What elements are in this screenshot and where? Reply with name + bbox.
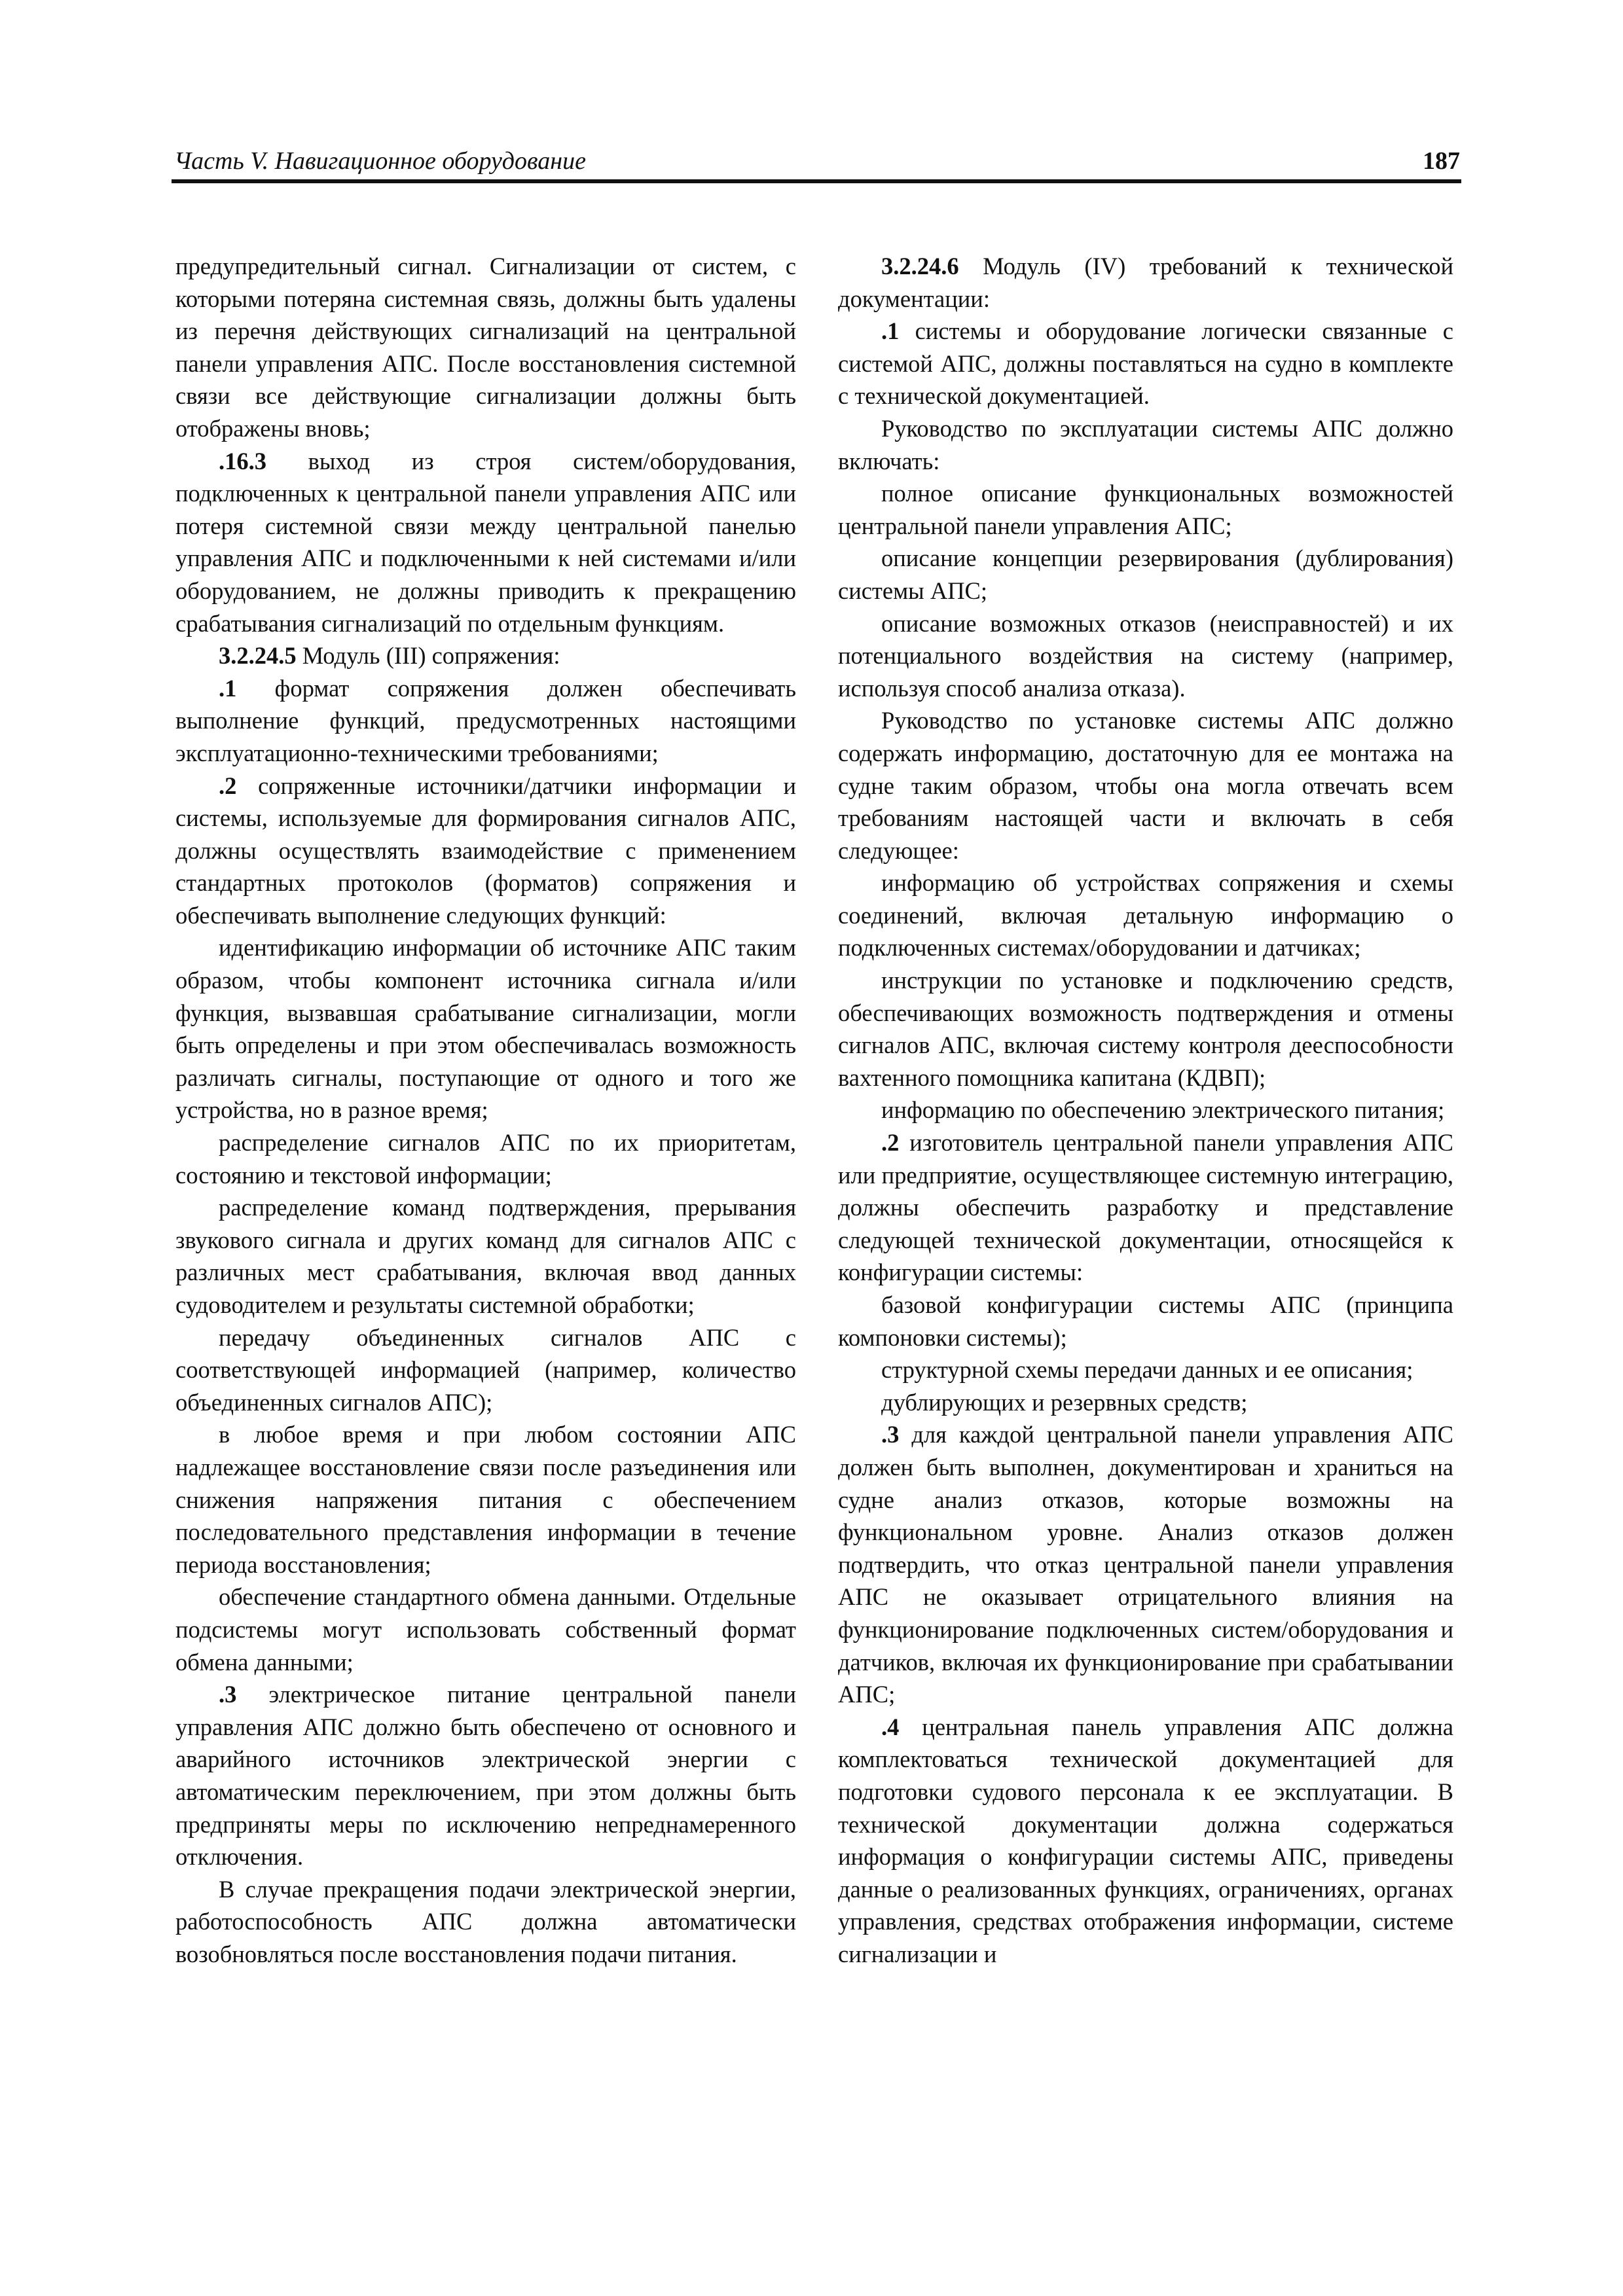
paragraph (175, 1191, 796, 1321)
paragraph-text: электрическое питание центральной панели управления АПС должно быть обеспечено от основного и аварийного источников электрической энергии с автоматическим переключением, при этом должны быть предприняты меры по исключению непреднамеренного отключения. (175, 1681, 796, 1871)
paragraph-text: изготовитель центральной панели управления АПС или предприятие, осуществляющее системную интеграцию, должны обеспечить разработку и представление следующей технической документации, относящейся к конфигурации системы: (838, 1129, 1453, 1286)
page-header (172, 143, 1461, 183)
clause-number: .3 (219, 1681, 237, 1708)
paragraph (838, 1354, 1453, 1386)
paragraph-text: информацию по обеспечению электрического питания; (881, 1096, 1445, 1124)
paragraph (175, 445, 796, 640)
paragraph (838, 1289, 1453, 1354)
paragraph (175, 770, 796, 932)
paragraph-text: центральная панель управления АПС должна комплектоваться технической документацией для подготовки судового персонала к ее эксплуатации. В технической документации должна содержаться информация о конфигурации системы АПС, приведены данные о реализованных функциях, ограничениях, органах управления, средствах отображения информации, системе сигнализации и (838, 1713, 1453, 1967)
paragraph-text: передачу объединенных сигналов АПС с соответствующей информацией (например, количество объединенных сигналов АПС); (175, 1323, 796, 1416)
paragraph (838, 867, 1453, 964)
paragraph-text: распределение команд подтверждения, прерывания звукового сигнала и других команд для сигналов АПС с различных мест срабатывания, включая ввод данных судоводителем и результаты системной обработки; (175, 1194, 796, 1318)
clause-number: .2 (219, 772, 237, 799)
clause-number: 3.2.24.5 (219, 642, 297, 670)
paragraph-text: Модуль (IV) требований к технической документации: (838, 253, 1453, 312)
paragraph-text: В случае прекращения подачи электрической энергии, работоспособность АПС должна автоматически возобновляться после восстановления подачи питания. (175, 1875, 796, 1967)
clause-number: .16.3 (219, 447, 266, 475)
paragraph (838, 964, 1453, 1094)
left-text-column (175, 250, 796, 1970)
paragraph (175, 1581, 796, 1678)
paragraph (175, 931, 796, 1126)
paragraph-text: в любое время и при любом состоянии АПС надлежащее восстановление связи после разъединения или снижения напряжения питания с обеспечением последовательного представления информации в течение периода восстановления; (175, 1421, 796, 1578)
paragraph-text: распределение сигналов АПС по их приоритетам, состоянию и текстовой информации; (175, 1129, 796, 1189)
paragraph (838, 315, 1453, 412)
paragraph-text: описание возможных отказов (неисправностей) и их потенциального воздействия на систему (например, используя способ анализа отказа). (838, 609, 1453, 702)
paragraph-text: инструкции по установке и подключению средств, обеспечивающих возможность подтверждения и отмены сигналов АПС, включая систему контроля дееспособности вахтенного помощника капитана (КДВП); (838, 967, 1453, 1091)
clause-number: .4 (881, 1713, 900, 1740)
page-number: 187 (1423, 147, 1460, 175)
paragraph-text: системы и оборудование логически связанные с системой АПС, должны поставляться на судно в комплекте с технической документацией. (838, 317, 1453, 410)
clause-number: 3.2.24.6 (881, 253, 959, 279)
paragraph (175, 672, 796, 770)
paragraph-text: выход из строя систем/оборудования, подключенных к центральной панели управления АПС или потеря системной связи между центральной панелью управления АПС и подключенными к ней системами и/или оборудованием, не должны приводить к прекращению срабатывания сигнализаций по отдельным функциям. (175, 447, 796, 637)
paragraph (175, 639, 796, 672)
paragraph-text: обеспечение стандартного обмена данными. Отдельные подсистемы могут использовать собственный формат обмена данными; (175, 1583, 796, 1676)
paragraph (175, 1418, 796, 1581)
paragraph-text: информацию об устройствах сопряжения и схемы соединений, включая детальную информацию о подключенных системах/оборудовании и датчиках; (838, 869, 1453, 961)
paragraph-text: для каждой центральной панели управления АПС должен быть выполнен, документирован и храниться на судне анализ отказов, которые возможны на функциональном уровне. Анализ отказов должен подтвердить, что отказ центральной панели управления АПС не оказывает отрицательного влияния на функционирование подключенных систем/оборудования и датчиков, включая их функционирование при срабатывании АПС; (838, 1421, 1453, 1708)
paragraph (175, 1678, 796, 1873)
paragraph (838, 704, 1453, 867)
paragraph (175, 1873, 796, 1971)
paragraph (838, 1418, 1453, 1710)
right-text-column (838, 250, 1453, 1970)
paragraph (838, 1386, 1453, 1419)
paragraph (175, 1321, 796, 1419)
paragraph (175, 250, 796, 445)
paragraph-text: предупредительный сигнал. Сигнализации от систем, с которыми потеряна системная связь, должны быть удалены из перечня действующих сигнализаций на центральной панели управления АПС. После восстановления системной связи все действующие сигнализации должны быть отображены вновь; (175, 253, 796, 442)
clause-number: .1 (881, 317, 900, 345)
clause-number: .2 (881, 1129, 900, 1157)
running-header-title: Часть V. Навигационное оборудование (174, 147, 586, 175)
paragraph-text: полное описание функциональных возможностей центральной панели управления АПС; (838, 480, 1453, 539)
paragraph-text: дублирующих и резервных средств; (881, 1388, 1248, 1416)
paragraph-text: Руководство по эксплуатации системы АПС должно включать: (838, 414, 1453, 475)
paragraph (175, 1126, 796, 1191)
paragraph (838, 1711, 1453, 1971)
clause-number: .3 (881, 1421, 900, 1448)
paragraph (838, 477, 1453, 542)
paragraph (838, 412, 1453, 477)
paragraph-text: идентификацию информации об источнике АПС таким образом, чтобы компонент источника сигнала и/или функция, вызвавшая срабатывание сигнализации, могли быть определены и при этом обеспечивалась возможность различать сигналы, поступающие от одного и того же устройства, но в разное время; (175, 934, 796, 1124)
paragraph-text: Модуль (III) сопряжения: (296, 642, 560, 670)
paragraph-text: формат сопряжения должен обеспечивать выполнение функций, предусмотренных настоящими эксплуатационно-техническими требованиями; (175, 674, 796, 766)
paragraph (838, 1094, 1453, 1126)
paragraph (838, 250, 1453, 315)
paragraph-text: Руководство по установке системы АПС должно содержать информацию, достаточную для ее монтажа на судне таким образом, чтобы она могла отвечать всем требованиям настоящей части и включать в себя следующее: (838, 707, 1453, 864)
paragraph (838, 1126, 1453, 1289)
paragraph-text: описание концепции резервирования (дублирования) системы АПС; (838, 545, 1453, 604)
paragraph-text: базовой конфигурации системы АПС (принципа компоновки системы); (838, 1291, 1453, 1351)
paragraph (838, 542, 1453, 607)
paragraph (838, 607, 1453, 705)
paragraph-text: структурной схемы передачи данных и ее описания; (881, 1356, 1413, 1384)
paragraph-text: сопряженные источники/датчики информации и системы, используемые для формирования сигналов АПС, должны осуществлять взаимодействие с применением стандартных протоколов (форматов) сопряжения и обеспечивать выполнение следующих функций: (175, 772, 796, 929)
clause-number: .1 (219, 674, 237, 702)
